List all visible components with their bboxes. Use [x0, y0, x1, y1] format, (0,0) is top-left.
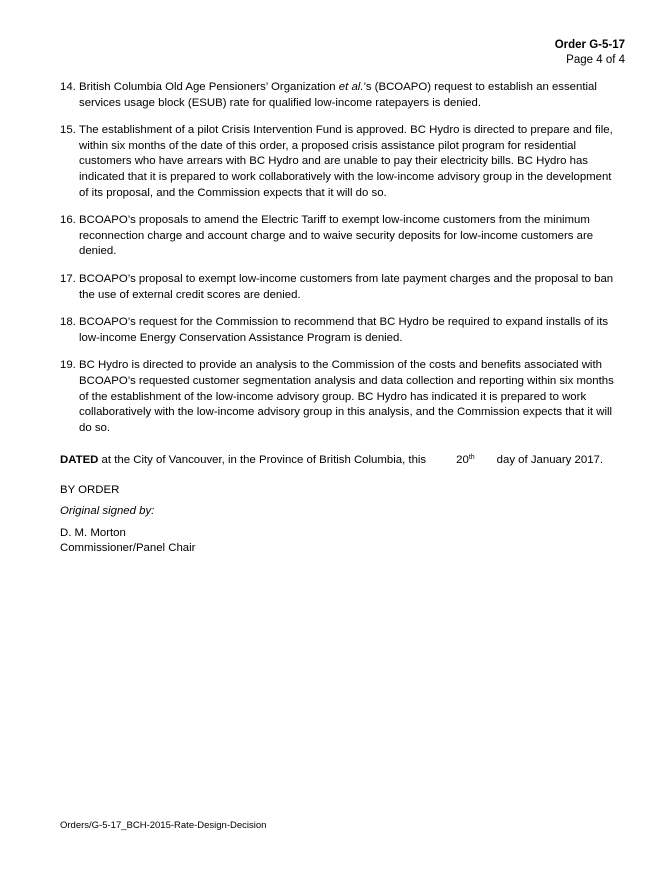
order-item-15: [60, 123, 620, 201]
dated-text: at the City of Vancouver, in the Province of British Columbia, this: [98, 454, 427, 466]
item-number: 16.: [60, 214, 76, 227]
item-number: 18.: [60, 316, 76, 329]
order-item-17: [60, 272, 620, 303]
item-text: BC Hydro is directed to provide an analysis to the Commission of the costs and benefits associated with BCOAPO’s requested customer segmentation analysis and data collection and reporting within six months of the establishment of the low-income advisory group. BC Hydro has indicated it is prepared to work collaboratively with the low-income advisory group in this analysis, and the Commission expects that it will do so.: [79, 359, 614, 434]
item-number: 19.: [60, 359, 76, 372]
order-item-19: [60, 358, 620, 436]
italic-text: et al.: [338, 81, 364, 93]
dated-rest: day of January 2017.: [496, 454, 604, 466]
day-value: 20th: [456, 454, 475, 466]
order-number: Order G-5-17: [554, 39, 625, 51]
item-text: BCOAPO’s request for the Commission to recommend that BC Hydro be required to expand installs of its low-income Energy Conservation Assistance Program is denied.: [79, 316, 609, 344]
item-number: 15.: [60, 124, 76, 137]
item-text: BCOAPO’s proposal to exempt low-income customers from late payment charges and the proposal to ban the use of external credit scores are denied.: [79, 272, 614, 301]
page-footer: Orders/G-5-17_BCH-2015-Rate-Design-Decision: [60, 820, 267, 831]
order-items-list: [60, 80, 620, 448]
signer-block: [60, 526, 195, 556]
day-suffix: th: [468, 454, 475, 461]
signer-name: D. M. Morton: [60, 527, 126, 539]
item-text: British Columbia Old Age Pensioners’ Organization et al.’s (BCOAPO) request to establish an essential services usage block (ESUB) rate for qualified low-income ratepayers is denied.: [79, 81, 597, 109]
by-order-label: BY ORDER: [60, 484, 120, 496]
item-number: 14.: [60, 81, 76, 93]
dated-label: DATED: [60, 454, 99, 466]
item-number: 17.: [60, 272, 76, 285]
order-item-18: [60, 315, 620, 346]
item-text: The establishment of a pilot Crisis Intervention Fund is approved. BC Hydro is directed to prepare and file, within six months of the date of this order, a proposed crisis assistance pilot program for residential customers who have arrears with BC Hydro and are unable to pay their electricity bills. BC Hydro has indicated that it is prepared to work collaboratively with the low-income advisory group in the development of its proposal, and the Commission expects that it will do so.: [79, 124, 613, 199]
order-item-16: [60, 213, 620, 260]
original-signed-label: Original signed by:: [60, 505, 155, 517]
dated-line: [60, 453, 603, 468]
order-item-14: [60, 80, 620, 111]
item-text: BCOAPO’s proposals to amend the Electric Tariff to exempt low-income customers from the minimum reconnection charge and account charge and to waive security deposits for low-income customers are denied.: [79, 214, 594, 258]
page-header: [555, 38, 625, 68]
signer-title: Commissioner/Panel Chair: [60, 542, 196, 554]
page-number: Page 4 of 4: [566, 54, 625, 66]
